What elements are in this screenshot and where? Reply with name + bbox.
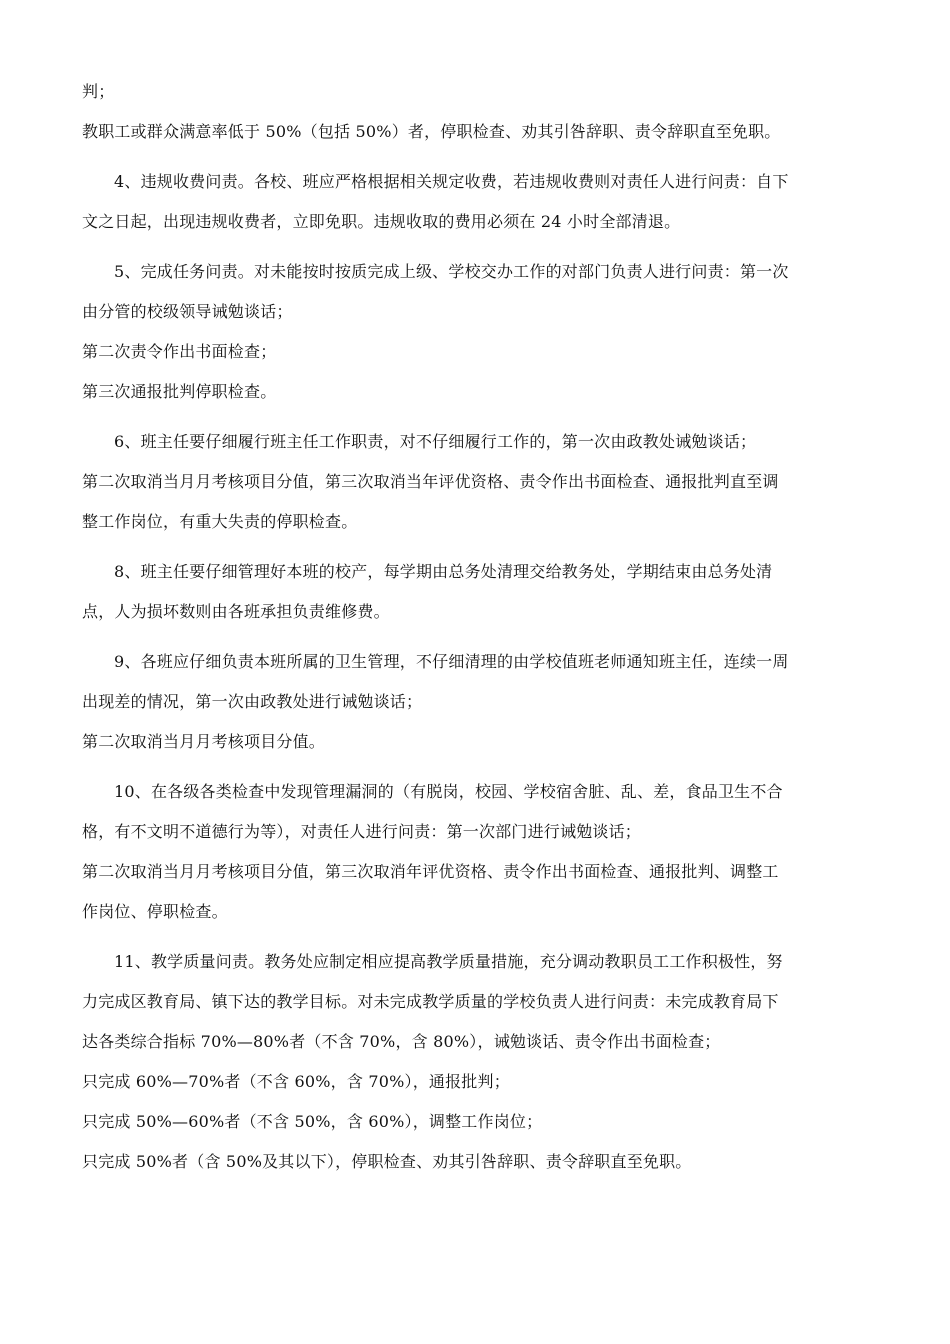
- text-line: 判；: [82, 82, 115, 101]
- text-line: 文之日起，出现违规收费者，立即免职。违规收取的费用必须在 24 小时全部清退。: [82, 212, 681, 231]
- text-line: 9、各班应仔细负责本班所属的卫生管理，不仔细清理的由学校值班老师通知班主任，连续一周: [114, 652, 789, 671]
- paragraph: [82, 422, 872, 542]
- text-line: 第二次取消当月月考核项目分值，第三次取消年评优资格、责令作出书面检查、通报批判、调整工: [82, 862, 779, 881]
- paragraph: [82, 772, 872, 932]
- text-line: 4、违规收费问责。各校、班应严格根据相关规定收费，若违规收费则对责任人进行问责：自下: [114, 172, 789, 191]
- document-page: [82, 72, 872, 1182]
- paragraph: [82, 942, 872, 1182]
- text-line: 8、班主任要仔细管理好本班的校产，每学期由总务处清理交给教务处，学期结束由总务处清: [114, 562, 773, 581]
- paragraph: [82, 642, 872, 762]
- text-line: 只完成 50%—60%者（不含 50%，含 60%），调整工作岗位；: [82, 1112, 543, 1131]
- paragraph-gap: [82, 152, 872, 162]
- text-line: 只完成 60%—70%者（不含 60%，含 70%），通报批判；: [82, 1072, 510, 1091]
- text-line: 作岗位、停职检查。: [82, 902, 228, 921]
- paragraph: [82, 72, 872, 152]
- text-line: 第三次通报批判停职检查。: [82, 382, 277, 401]
- paragraph-gap: [82, 632, 872, 642]
- text-line: 5、完成任务问责。对未能按时按质完成上级、学校交办工作的对部门负责人进行问责：第一次: [114, 262, 789, 281]
- text-line: 格，有不文明不道德行为等），对责任人进行问责：第一次部门进行诫勉谈话；: [82, 822, 642, 841]
- text-line: 6、班主任要仔细履行班主任工作职责，对不仔细履行工作的，第一次由政教处诫勉谈话；: [114, 432, 757, 451]
- paragraph: [82, 552, 872, 632]
- text-line: 10、在各级各类检查中发现管理漏洞的（有脱岗，校园、学校宿舍脏、乱、差，食品卫生不合: [114, 782, 783, 801]
- paragraph-gap: [82, 412, 872, 422]
- text-line: 达各类综合指标 70%—80%者（不含 70%，含 80%），诫勉谈话、责令作出书面检查；: [82, 1032, 721, 1051]
- paragraph-gap: [82, 242, 872, 252]
- text-line: 教职工或群众满意率低于 50%（包括 50%）者，停职检查、劝其引咎辞职、责令辞职直至免职。: [82, 122, 781, 141]
- text-line: 第二次取消当月月考核项目分值，第三次取消当年评优资格、责令作出书面检查、通报批判直至调: [82, 472, 779, 491]
- text-line: 由分管的校级领导诫勉谈话；: [82, 302, 293, 321]
- text-line: 整工作岗位，有重大失责的停职检查。: [82, 512, 358, 531]
- paragraph: [82, 252, 872, 412]
- text-line: 第二次责令作出书面检查；: [82, 342, 277, 361]
- paragraph-gap: [82, 932, 872, 942]
- text-line: 点，人为损坏数则由各班承担负责维修费。: [82, 602, 390, 621]
- text-line: 11、教学质量问责。教务处应制定相应提高教学质量措施，充分调动教职员工工作积极性，努: [114, 952, 783, 971]
- paragraph-gap: [82, 542, 872, 552]
- text-line: 第二次取消当月月考核项目分值。: [82, 732, 326, 751]
- text-line: 力完成区教育局、镇下达的教学目标。对未完成教学质量的学校负责人进行问责：未完成教育局下: [82, 992, 779, 1011]
- paragraph-gap: [82, 762, 872, 772]
- paragraph: [82, 162, 872, 242]
- text-line: 出现差的情况，第一次由政教处进行诫勉谈话；: [82, 692, 423, 711]
- text-line: 只完成 50%者（含 50%及其以下），停职检查、劝其引咎辞职、责令辞职直至免职。: [82, 1152, 692, 1171]
